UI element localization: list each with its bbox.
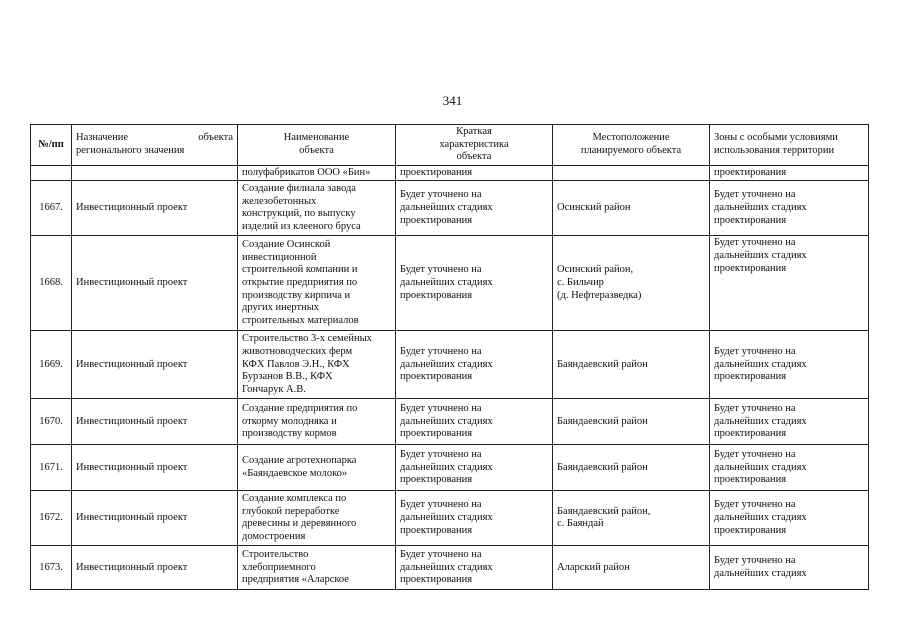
cell-location: Баяндаевский район xyxy=(553,445,710,491)
table-row xyxy=(31,236,869,331)
cell-name: Создание агротехнопарка «Баяндаевское молоко» xyxy=(238,445,396,491)
cell-num: 1670. xyxy=(31,399,72,445)
table-header-row xyxy=(31,125,869,166)
cell-purpose: Инвестиционный проект xyxy=(72,491,238,546)
cell-brief: Будет уточнено на дальнейших стадиях проектирования xyxy=(396,491,553,546)
header-location: Местоположение планируемого объекта xyxy=(553,125,710,166)
table-row xyxy=(31,445,869,491)
cell-purpose: Инвестиционный проект xyxy=(72,445,238,491)
cell-purpose: Инвестиционный проект xyxy=(72,546,238,590)
cell-location xyxy=(553,165,710,181)
cell-name: Создание филиала завода железобетонных конструкций, по выпуску изделий из клееного бруса xyxy=(238,181,396,236)
cell-location: Осинский район xyxy=(553,181,710,236)
cell-name: Создание предприятия по откорму молодняка и производству кормов xyxy=(238,399,396,445)
cell-location: Аларский район xyxy=(553,546,710,590)
cell-brief: Будет уточнено на дальнейших стадиях проектирования xyxy=(396,399,553,445)
table-row xyxy=(31,491,869,546)
cell-purpose: Инвестиционный проект xyxy=(72,399,238,445)
table-row xyxy=(31,546,869,590)
cell-zones: Будет уточнено на дальнейших стадиях проектирования xyxy=(710,399,869,445)
cell-zones: Будет уточнено на дальнейших стадиях проектирования xyxy=(710,331,869,399)
cell-brief: Будет уточнено на дальнейших стадиях проектирования xyxy=(396,546,553,590)
objects-table xyxy=(30,124,869,590)
page-number: 341 xyxy=(442,93,463,108)
cell-name: Строительство 3-х семейных животноводческих ферм КФХ Павлов Э.Н., КФХ Бурзанов В.В., КФХ Гончарук А.В. xyxy=(238,331,396,399)
cell-num: 1673. xyxy=(31,546,72,590)
header-brief: Краткая характеристика объекта xyxy=(396,125,553,166)
cell-brief: Будет уточнено на дальнейших стадиях проектирования xyxy=(396,181,553,236)
cell-location: Баяндаевский район xyxy=(553,331,710,399)
table-row-continuation xyxy=(31,165,869,181)
cell-purpose: Инвестиционный проект xyxy=(72,331,238,399)
cell-brief: Будет уточнено на дальнейших стадиях проектирования xyxy=(396,445,553,491)
header-purpose-line1: Назначение объекта xyxy=(76,132,233,144)
cell-brief: Будет уточнено на дальнейших стадиях проектирования xyxy=(396,236,553,331)
cell-zones: Будет уточнено на дальнейших стадиях проектирования xyxy=(710,445,869,491)
header-purpose-line2: регионального значения xyxy=(76,144,185,156)
cell-brief: Будет уточнено на дальнейших стадиях проектирования xyxy=(396,331,553,399)
cell-zones: Будет уточнено на дальнейших стадиях проектирования xyxy=(710,491,869,546)
cell-zones: Будет уточнено на дальнейших стадиях xyxy=(710,546,869,590)
cell-zones: проектирования xyxy=(710,165,869,181)
cell-purpose: Инвестиционный проект xyxy=(72,181,238,236)
table-row xyxy=(31,331,869,399)
cell-num xyxy=(31,165,72,181)
cell-brief: проектирования xyxy=(396,165,553,181)
cell-purpose xyxy=(72,165,238,181)
cell-location: Баяндаевский район xyxy=(553,399,710,445)
header-num: №/пп xyxy=(31,125,72,166)
table-row xyxy=(31,399,869,445)
table-body xyxy=(31,165,869,590)
cell-num: 1669. xyxy=(31,331,72,399)
cell-name: полуфабрикатов ООО «Бин» xyxy=(238,165,396,181)
cell-purpose: Инвестиционный проект xyxy=(72,236,238,331)
cell-location: Баяндаевский район, с. Баяндай xyxy=(553,491,710,546)
header-zones: Зоны с особыми условиями использования территории xyxy=(710,125,869,166)
cell-name: Создание Осинской инвестиционной строительной компании и открытие предприятия по производству кирпича и других инертных строительных материалов xyxy=(238,236,396,331)
table-row xyxy=(31,181,869,236)
cell-location: Осинский район, с. Бильчир (д. Нефтеразведка) xyxy=(553,236,710,331)
cell-name: Создание комплекса по глубокой переработке древесины и деревянного домостроения xyxy=(238,491,396,546)
header-name: Наименование объекта xyxy=(238,125,396,166)
cell-num: 1672. xyxy=(31,491,72,546)
cell-num: 1668. xyxy=(31,236,72,331)
cell-num: 1667. xyxy=(31,181,72,236)
cell-zones: Будет уточнено на дальнейших стадиях проектирования xyxy=(710,236,869,331)
cell-num: 1671. xyxy=(31,445,72,491)
cell-zones: Будет уточнено на дальнейших стадиях проектирования xyxy=(710,181,869,236)
cell-name: Строительство хлебоприемного предприятия «Аларское xyxy=(238,546,396,590)
header-purpose xyxy=(72,125,238,166)
